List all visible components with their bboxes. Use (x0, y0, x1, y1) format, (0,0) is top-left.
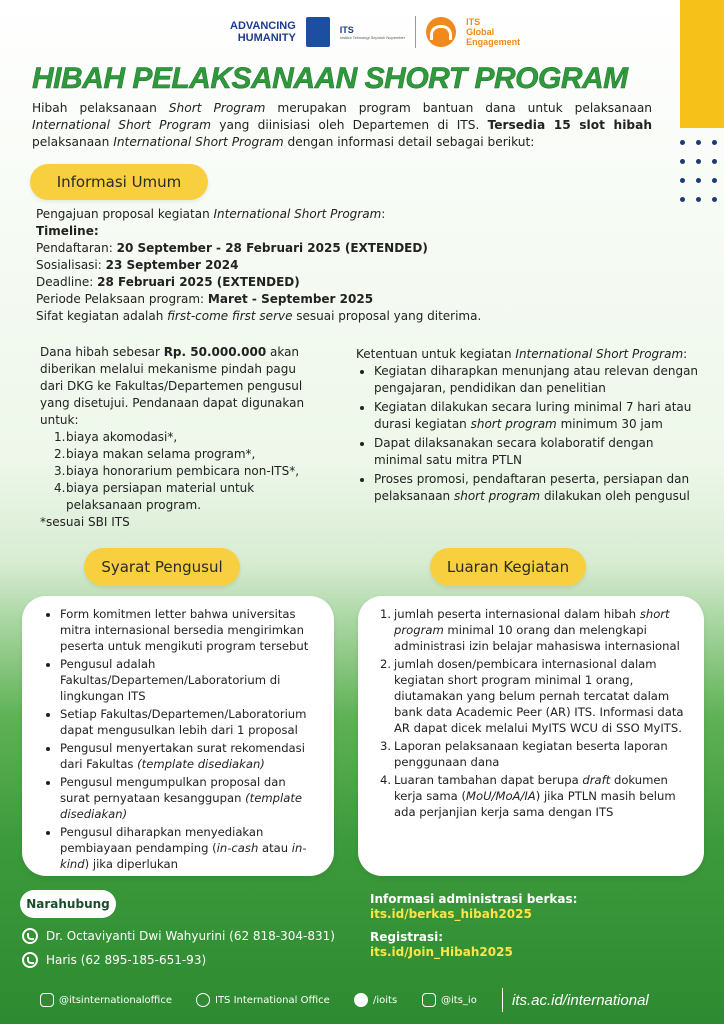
global-engagement-logo (426, 17, 456, 47)
footer-instagram[interactable]: @itsinternationaloffice (40, 993, 172, 1007)
list-item: • Kegiatan dilakukan secara luring minimal 7 hari atau durasi kegiatan short program minimum 30 jam (374, 399, 704, 433)
berkas-link[interactable]: its.id/berkas_hibah2025 (370, 907, 532, 921)
ketentuan-section: Ketentuan untuk kegiatan International Short Program: • Kegiatan diharapkan menunjang atau relevan dengan pengajaran, pendidikan dan penelitian • Kegiatan dilakukan secara luring minimal 7 hari atau durasi kegiatan short program minimum 30 jam • Dapat dilaksanakan secara kolaboratif dengan minimal satu mitra PTLN • Proses promosi, pendaftaran peserta, persiapan dan pelaksanaan short program dilakukan oleh pengusul (356, 346, 704, 507)
dana-note: *sesuai SBI ITS (40, 515, 130, 529)
list-item: • Setiap Fakultas/Departemen/Laboratorium dapat mengusulkan lebih dari 1 proposal (60, 706, 318, 738)
dana-usage-list (54, 429, 320, 514)
dana-hibah-section: Dana hibah sebesar Rp. 50.000.000 akan diberikan melalui mekanisme pindah pagu dari DKG ke Fakultas/Departemen pengusul yang disetujui. Pendanaan dapat digunakan untuk: biaya akomodasi*, biaya makan selama program*, biaya honorarium pembicara non-ITS*, biaya persiapan material untuk pelaksanaan program. *sesuai SBI ITS (40, 344, 320, 531)
registrasi-info: Registrasi: its.id/Join_Hibah2025 (370, 930, 513, 959)
advancing-humanity-logo: ADVANCING HUMANITY (230, 20, 296, 44)
list-item: Laporan pelaksanaan kegiatan beserta laporan penggunaan dana (394, 739, 668, 769)
list-item: • Pengusul diharapkan menyediakan pembiayaan pendamping (in-cash atau in-kind) jika diperlukan (60, 824, 318, 872)
its-logo (306, 17, 330, 47)
footer-line[interactable]: @its_io (422, 993, 477, 1007)
footer (0, 986, 724, 1014)
contact-octaviyanti[interactable]: Dr. Octaviyanti Dwi Wahyurini (62 818-304-831) (22, 928, 335, 944)
syarat-pengusul-card (22, 596, 334, 876)
list-item: • Pengusul adalah Fakultas/Departemen/Laboratorium di lingkungan ITS (60, 656, 318, 704)
footer-website-link[interactable]: its.ac.id/international (512, 991, 649, 1009)
syarat-pengusul-heading: Syarat Pengusul (84, 548, 240, 586)
list-item: biaya akomodasi*, (66, 430, 178, 444)
registrasi-link[interactable]: its.id/Join_Hibah2025 (370, 945, 513, 959)
list-item: jumlah peserta internasional dalam hibah short program minimal 10 orang dan melengkapi administrasi izin belajar mahasiswa internasional (394, 607, 680, 653)
list-item: jumlah dosen/pembicara internasional dalam kegiatan short program minimal 1 orang, diutamakan yang belum pernah tercatat dalam bank data Academic Peer (AR) ITS. Informasi data AR dapat dicek melalui MyITS WCU di SSO MyITS. (394, 657, 684, 735)
logo-divider (415, 16, 416, 48)
global-engagement-wordmark: ITS Global Engagement (466, 17, 521, 47)
informasi-umum-content: Pengajuan proposal kegiatan International Short Program: Timeline: Pendaftaran: 20 September - 28 Februari 2025 (EXTENDED) Sosialisasi: 23 September 2024 Deadline: 28 Februari 2025 (EXTENDED) Periode Pelaksaan program: Maret - September 2025 Sifat kegiatan adalah first-come first serve sesuai proposal yang diterima. (36, 207, 482, 323)
decorative-yellow-bar (680, 0, 724, 128)
list-item: biaya persiapan material untuk pelaksanaan program. (66, 481, 255, 512)
intro-paragraph: Hibah pelaksanaan Short Program merupakan program bantuan dana untuk pelaksanaan International Short Program yang diinisiasi oleh Departemen di ITS. Tersedia 15 slot hibah pelaksanaan International Short Program dengan informasi detail sebagai berikut: (32, 101, 653, 149)
phone-icon (22, 928, 38, 944)
list-item: biaya makan selama program*, (66, 447, 256, 461)
list-item: • Dapat dilaksanakan secara kolaboratif dengan minimal satu mitra PTLN (374, 435, 704, 469)
list-item: • Kegiatan diharapkan menunjang atau relevan dengan pengajaran, pendidikan dan penelitian (374, 363, 704, 397)
its-wordmark: ITS Institut Teknologi Sepuluh Nopember (339, 24, 406, 40)
list-item: biaya honorarium pembicara non-ITS*, (66, 464, 300, 478)
phone-icon (22, 952, 38, 968)
footer-youtube[interactable]: ITS International Office (196, 993, 330, 1007)
berkas-info: Informasi administrasi berkas: its.id/berkas_hibah2025 (370, 892, 578, 921)
list-item: • Pengusul mengumpulkan proposal dan surat pernyataan kesanggupan (template disediakan) (60, 774, 318, 822)
narahubung-heading: Narahubung (20, 890, 116, 918)
list-item: • Proses promosi, pendaftaran peserta, persiapan dan pelaksanaan short program dilakukan oleh pengusul (374, 471, 704, 505)
instagram-icon (40, 993, 54, 1007)
list-item: Luaran tambahan dapat berupa draft dokumen kerja sama (MoU/MoA/IA) jika PTLN masih belum ada perjanjian kerja sama dengan ITS (394, 773, 676, 819)
decorative-dots (680, 140, 718, 202)
page-title: HIBAH PELAKSANAAN SHORT PROGRAM (32, 62, 628, 95)
header-logos (230, 16, 520, 48)
informasi-umum-heading: Informasi Umum (30, 164, 208, 200)
list-item: • Form komitmen letter bahwa universitas mitra internasional bersedia mengirimkan peserta untuk mengikuti program tersebut (60, 606, 318, 654)
footer-facebook[interactable]: /ioits (354, 993, 397, 1007)
youtube-icon (196, 993, 210, 1007)
contact-haris[interactable]: Haris (62 895-185-651-93) (22, 952, 206, 968)
footer-divider (502, 988, 503, 1012)
facebook-icon (354, 993, 368, 1007)
line-icon (422, 993, 436, 1007)
luaran-kegiatan-heading: Luaran Kegiatan (430, 548, 586, 586)
list-item: • Pengusul menyertakan surat rekomendasi dari Fakultas (template disediakan) (60, 740, 318, 772)
luaran-kegiatan-card (358, 596, 704, 876)
